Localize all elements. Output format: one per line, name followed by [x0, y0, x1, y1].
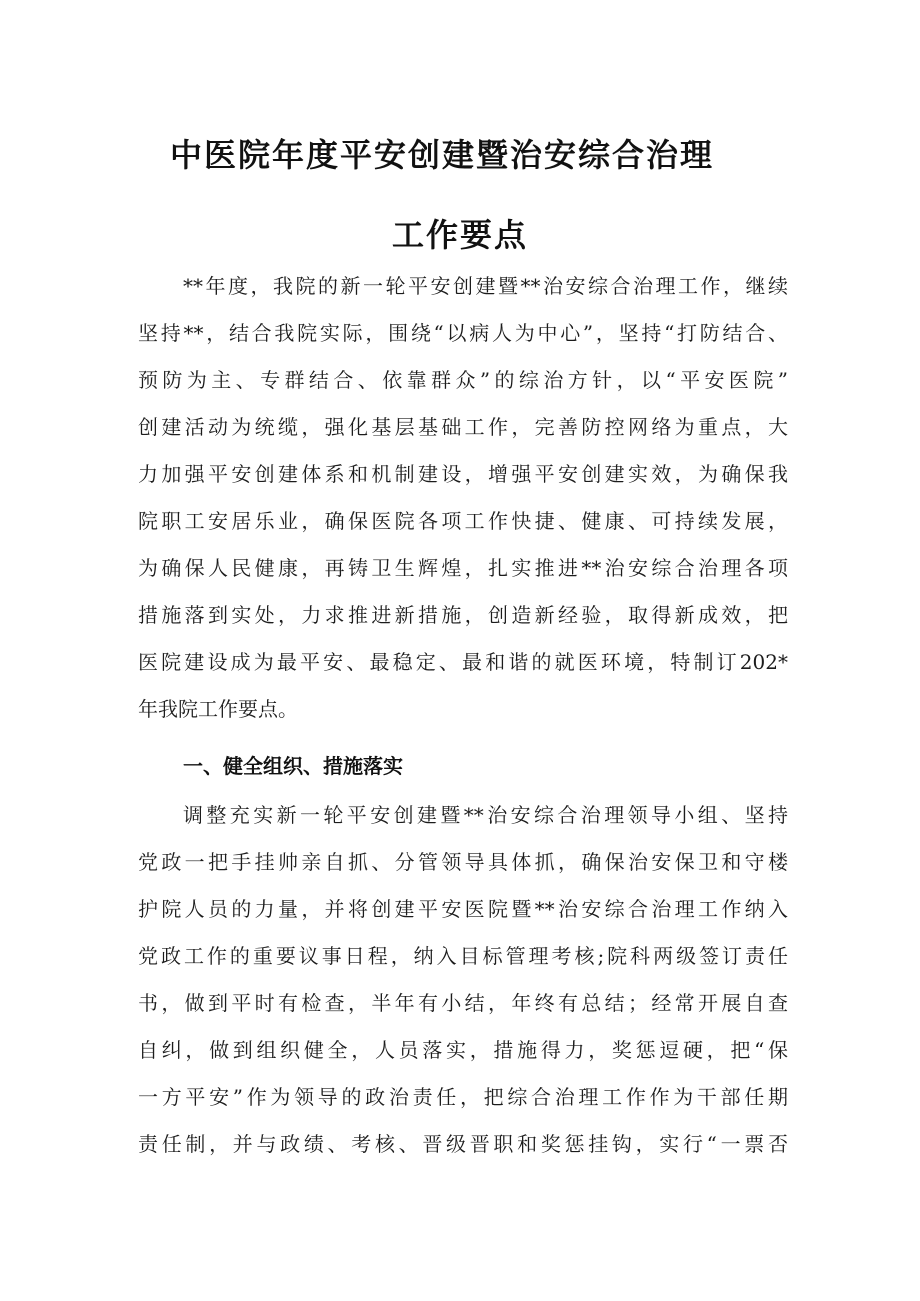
- paragraph-1-line-6: 院职工安居乐业，确保医院各项工作快捷、健康、可持续发展，: [138, 509, 788, 533]
- paragraph-1-line-5: 力加强平安创建体系和机制建设，增强平安创建实效，为确保我: [138, 462, 788, 486]
- document-title-line-1: 中医院年度平安创建暨治安综合治理: [169, 136, 714, 174]
- section-heading-1: 一、健全组织、措施落实: [183, 754, 403, 778]
- paragraph-1-line-4: 创建活动为统缆，强化基层基础工作，完善防控网络为重点，大: [138, 415, 788, 439]
- paragraph-2-line-8: 责任制，并与政绩、考核、晋级晋职和奖惩挂钩，实行“一票否: [138, 1132, 788, 1156]
- paragraph-1-line-8: 措施落到实处，力求推进新措施，创造新经验，取得新成效，把: [138, 603, 788, 627]
- paragraph-1-line-2: 坚持**，结合我院实际，围绕“以病人为中心”，坚持“打防结合、: [138, 321, 788, 345]
- paragraph-1-line-10: 年我院工作要点。: [138, 697, 298, 721]
- paragraph-2-line-2: 党政一把手挂帅亲自抓、分管领导具体抓，确保治安保卫和守楼: [138, 850, 788, 874]
- paragraph-2-line-7: 一方平安”作为领导的政治责任，把综合治理工作作为干部任期: [138, 1085, 788, 1109]
- paragraph-1-line-7: 为确保人民健康，再铸卫生辉煌，扎实推进**治安综合治理各项: [138, 556, 788, 580]
- document-title-line-2: 工作要点: [391, 216, 528, 254]
- paragraph-2-line-6: 自纠，做到组织健全，人员落实，措施得力，奖惩逗硬，把“保: [138, 1038, 788, 1062]
- paragraph-2-line-1: 调整充实新一轮平安创建暨**治安综合治理领导小组、坚持: [183, 803, 788, 827]
- paragraph-1-line-1: **年度，我院的新一轮平安创建暨**治安综合治理工作，继续: [183, 274, 788, 298]
- paragraph-2-line-5: 书，做到平时有检查，半年有小结，年终有总结；经常开展自查: [138, 991, 788, 1015]
- paragraph-2-line-3: 护院人员的力量，并将创建平安医院暨**治安综合治理工作纳入: [138, 897, 788, 921]
- paragraph-1-line-9: 医院建设成为最平安、最稳定、最和谐的就医环境，特制订202*: [138, 650, 788, 674]
- paragraph-2-line-4: 党政工作的重要议事日程，纳入目标管理考核;院科两级签订责任: [138, 944, 788, 968]
- paragraph-1-line-3: 预防为主、专群结合、依靠群众”的综治方针，以“平安医院”: [138, 368, 788, 392]
